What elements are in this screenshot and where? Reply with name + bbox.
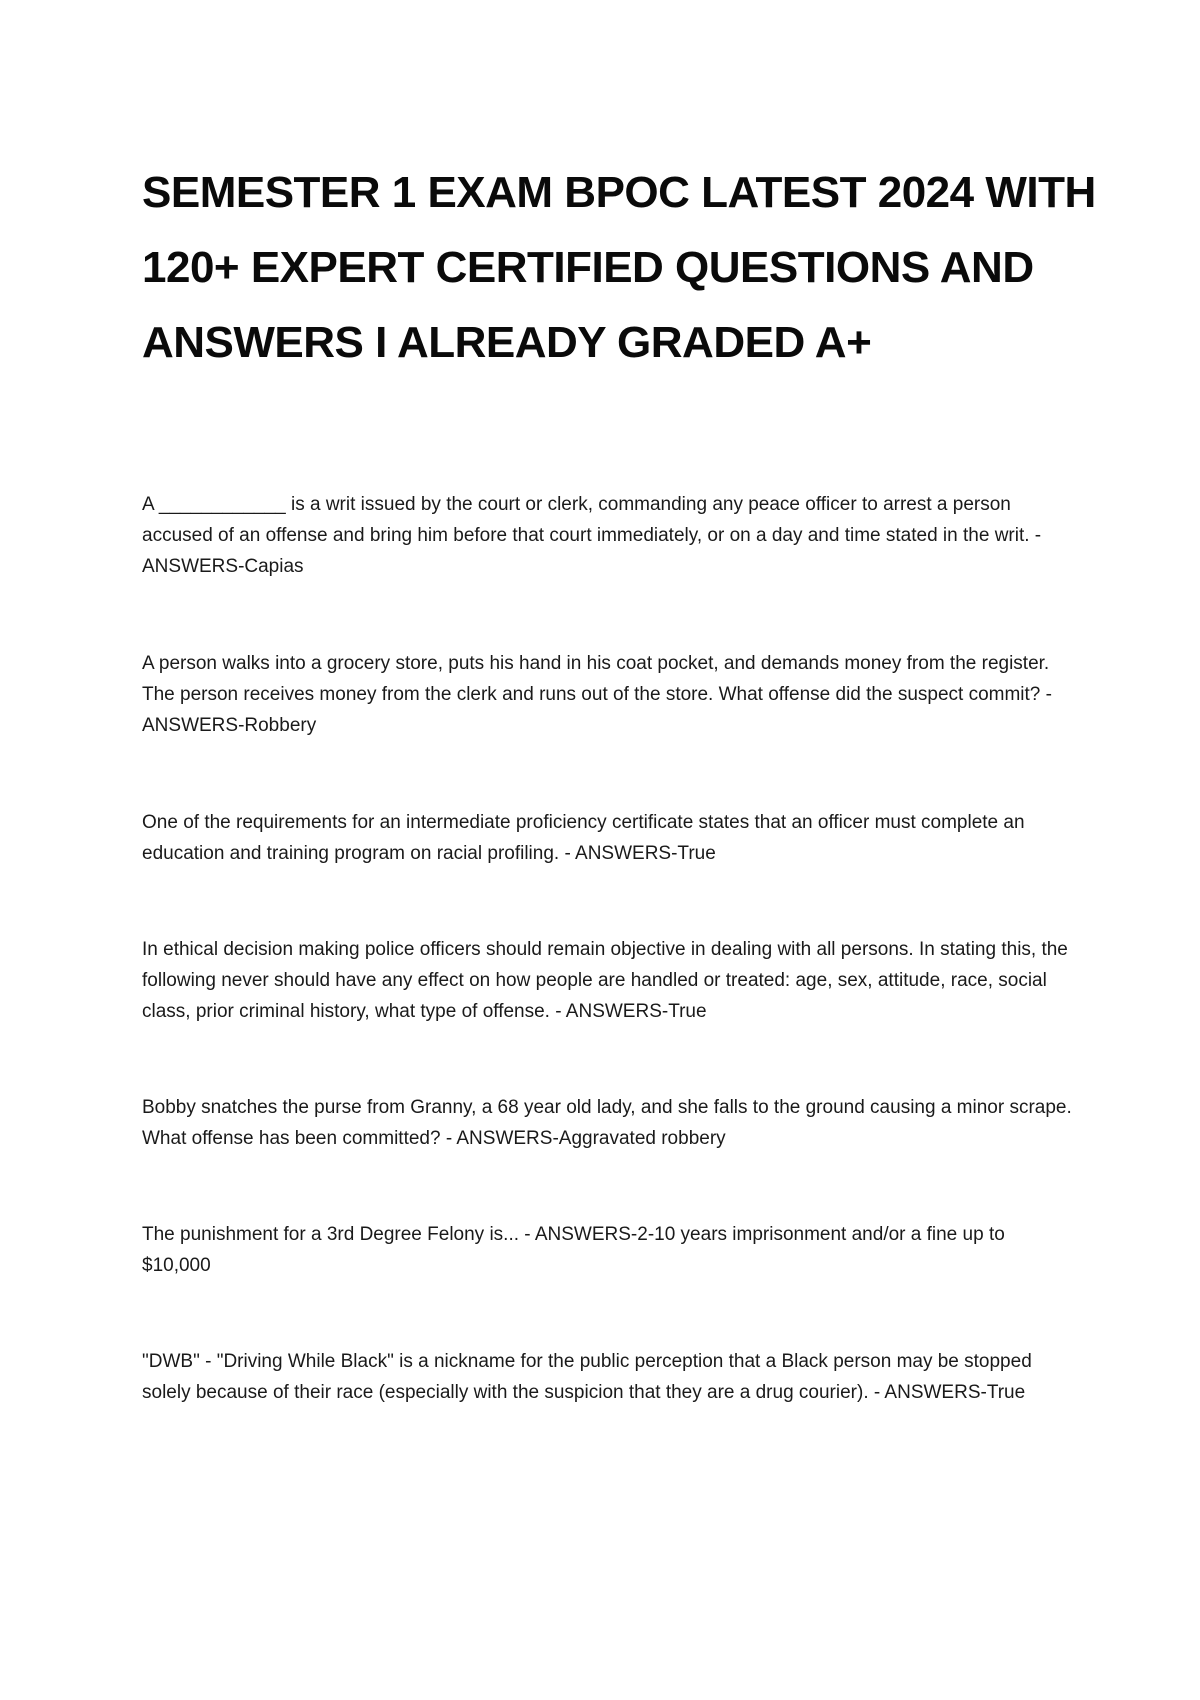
qa-item-dwb: "DWB" - "Driving While Black" is a nickname for the public perception that a Black person may be stopped solely because of their race (especially with the suspicion that they are a drug courier). - ANSWERS-True (142, 1351, 1032, 1403)
qa-item-robbery: A person walks into a grocery store, puts his hand in his coat pocket, and demands money from the register. The person receives money from the clerk and runs out of the store. What offense did the suspect commit? - ANSWERS-Robbery (142, 653, 1052, 736)
document-title: SEMESTER 1 EXAM BPOC LATEST 2024 WITH 120+ EXPERT CERTIFIED QUESTIONS AND ANSWERS I ALREADY GRADED A+ (142, 168, 1096, 367)
qa-item-felony-punishment: The punishment for a 3rd Degree Felony is... - ANSWERS-2-10 years imprisonment and/or a fine up to $10,000 (142, 1224, 1005, 1276)
qa-item-proficiency-certificate: One of the requirements for an intermediate proficiency certificate states that an officer must complete an education and training program on racial profiling. - ANSWERS-True (142, 812, 1025, 864)
qa-item-aggravated-robbery: Bobby snatches the purse from Granny, a 68 year old lady, and she falls to the ground causing a minor scrape. What offense has been committed? - ANSWERS-Aggravated robbery (142, 1097, 1072, 1149)
qa-item-ethical-decision: In ethical decision making police officers should remain objective in dealing with all persons. In stating this, the following never should have any effect on how people are handled or treated: age, sex, attitude, race, social class, prior criminal history, what type of offense. - ANSWERS-True (142, 939, 1068, 1022)
qa-item-capias: A ____________ is a writ issued by the court or clerk, commanding any peace officer to arrest a person accused of an offense and bring him before that court immediately, or on a day and time stated in the writ. - ANSWERS-Capias (142, 494, 1042, 577)
